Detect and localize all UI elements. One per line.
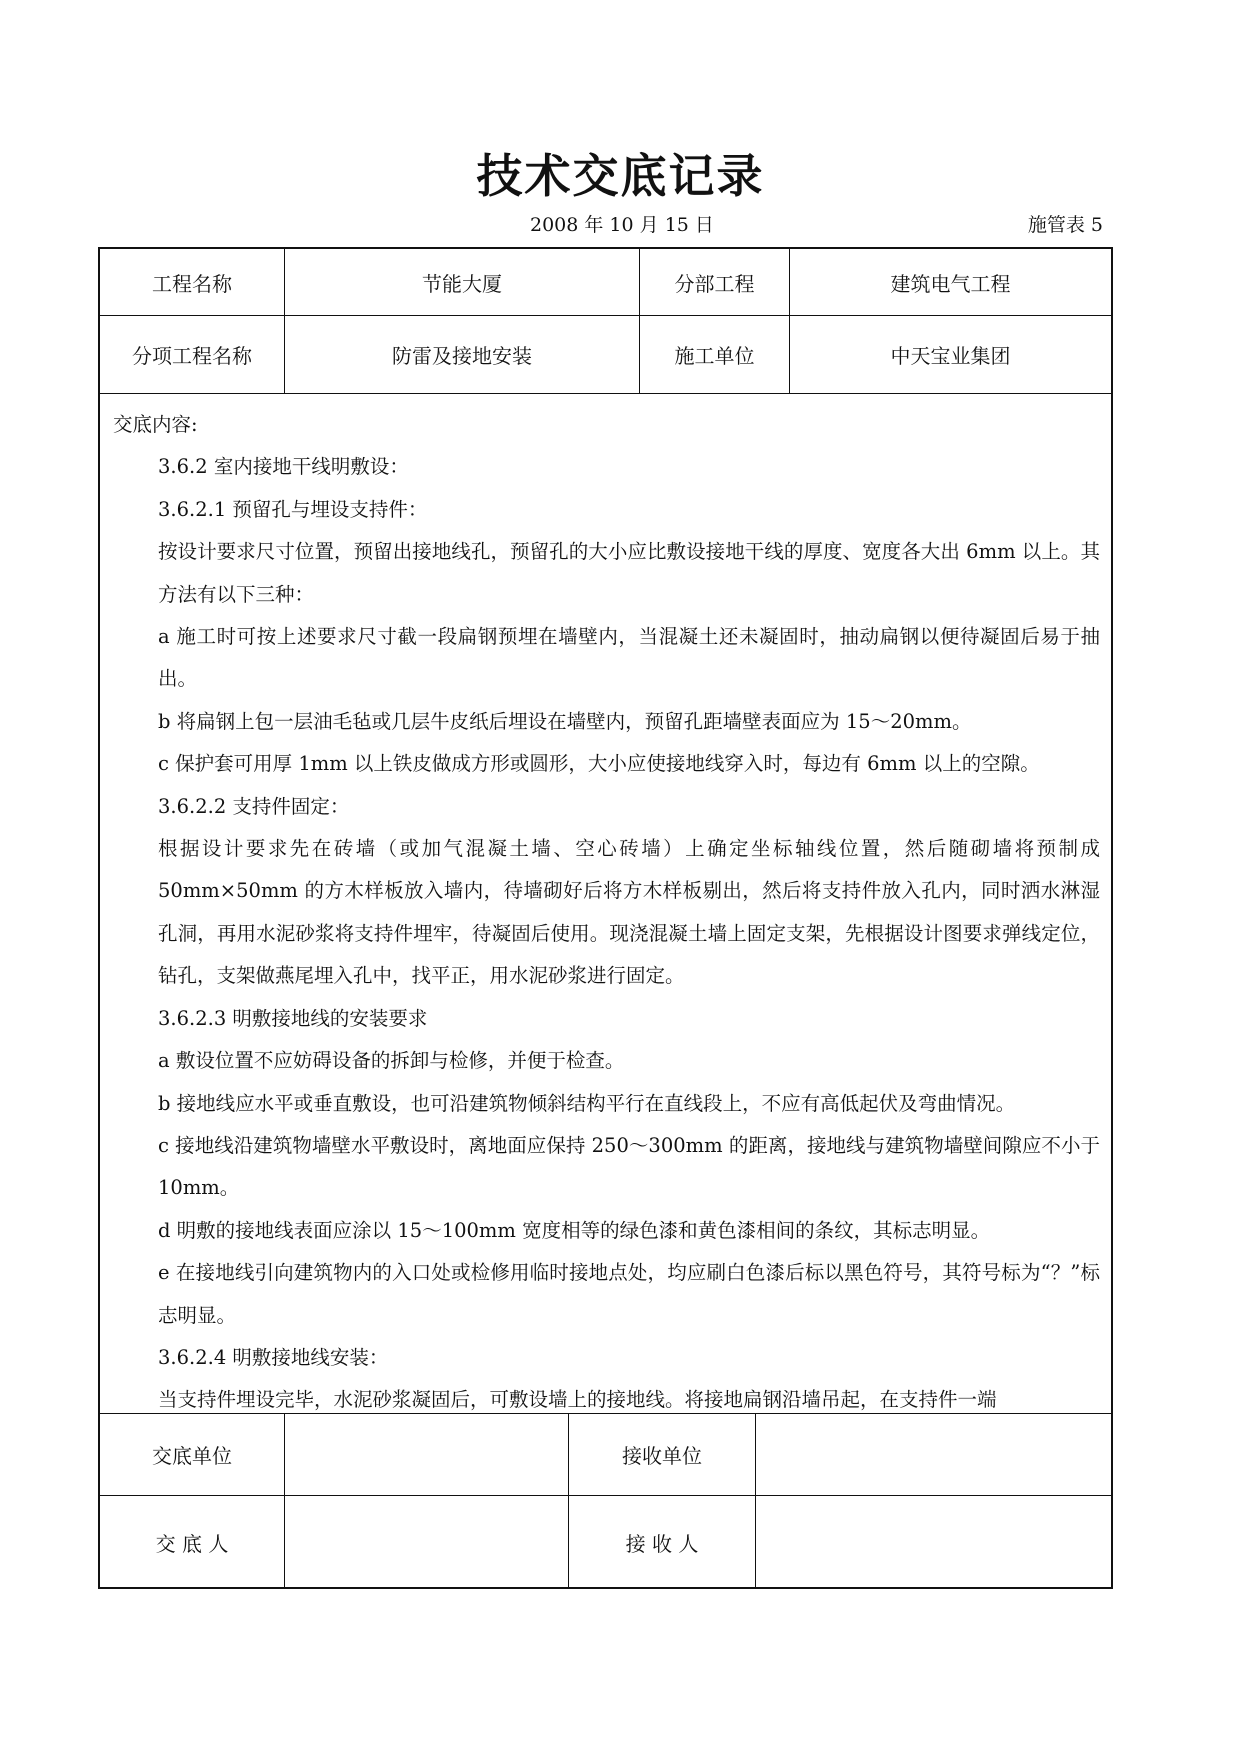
content-paragraph: e 在接地线引向建筑物内的入口处或检修用临时接地点处，均应刷白色漆后标以黑色符号，其符号标为“？”标志明显。	[158, 1261, 1100, 1327]
content-label: 交底内容:	[113, 413, 198, 436]
receiving-unit-label: 接收单位	[569, 1414, 756, 1495]
content-paragraph: b 接地线应水平或垂直敷设，也可沿建筑物倾斜结构平行在直线段上，不应有高低起伏及弯曲情况。	[158, 1091, 1016, 1115]
subitem-row	[100, 316, 1111, 394]
issuing-unit-value	[285, 1414, 569, 1495]
content-paragraph: 3.6.2.2 支持件固定：	[158, 794, 350, 818]
project-name-label: 工程名称	[100, 249, 285, 315]
content-paragraph: a 敷设位置不应妨碍设备的拆卸与检修，并便于检查。	[158, 1049, 625, 1073]
subitem-label: 分项工程名称	[100, 316, 285, 393]
record-table	[98, 247, 1113, 1589]
content-paragraph: 3.6.2.4 明敷接地线安装：	[158, 1345, 389, 1369]
project-row	[100, 249, 1111, 316]
project-name-value: 节能大厦	[285, 249, 640, 315]
person-row	[100, 1496, 1111, 1589]
issuing-unit-label: 交底单位	[100, 1414, 285, 1495]
content-paragraph: 按设计要求尺寸位置，预留出接地线孔，预留孔的大小应比敷设接地干线的厚度、宽度各大出 6mm 以上。其方法有以下三种：	[158, 540, 1100, 606]
form-number: 施管表 5	[1027, 214, 1103, 236]
receiver-value	[756, 1496, 1111, 1589]
division-value: 建筑电气工程	[890, 271, 1011, 296]
page-title: 技术交底记录	[476, 149, 765, 203]
receiving-unit-value	[756, 1414, 1111, 1495]
content-paragraph: c 保护套可用厚 1mm 以上铁皮做成方形或圆形，大小应使接地线穿入时，每边有 6mm 以上的空隙。	[158, 752, 1040, 776]
content-paragraph: 当支持件埋设完毕，水泥砂浆凝固后，可敷设墙上的接地线。将接地扁钢沿墙吊起，在支持件一端	[158, 1388, 997, 1412]
content-paragraph: b 将扁钢上包一层油毛毡或几层牛皮纸后埋设在墙壁内，预留孔距墙壁表面应为 15～20mm。	[158, 709, 972, 733]
content-paragraph: 根据设计要求先在砖墙（或加气混凝土墙、空心砖墙）上确定坐标轴线位置，然后随砌墙将预制成 50mm×50mm 的方木样板放入墙内，待墙砌好后将方木样板剔出，然后将支持件放入孔内，同时洒水淋湿孔洞，再用水泥砂浆将支持件埋牢，待凝固后使用。现浇混凝土墙上固定支架，先根据设计图要求弹线定位，钻孔，支架做燕尾埋入孔中，找平正，用水泥砂浆进行固定。	[158, 837, 1100, 988]
content-paragraph: d 明敷的接地线表面应涂以 15～100mm 宽度相等的绿色漆和黄色漆相间的条纹，其标志明显。	[158, 1218, 991, 1242]
content-paragraph: 3.6.2 室内接地干线明敷设：	[158, 455, 409, 479]
issuer-value	[285, 1496, 569, 1589]
unit-row	[100, 1414, 1111, 1496]
division-label: 分部工程	[640, 249, 790, 315]
subitem-value: 防雷及接地安装	[285, 316, 640, 393]
contractor-value: 中天宝业集团	[890, 344, 1011, 368]
content-paragraph: a 施工时可按上述要求尺寸截一段扁钢预埋在墙壁内，当混凝土还未凝固时，抽动扁钢以便待凝固后易于抽出。	[158, 625, 1100, 691]
content-paragraph: c 接地线沿建筑物墙壁水平敷设时，离地面应保持 250～300mm 的距离，接地线与建筑物墙壁间隙应不小于 10mm。	[158, 1133, 1100, 1200]
receiver-label: 接 收 人	[569, 1496, 756, 1589]
record-date: 2008 年 10 月 15 日	[530, 214, 714, 236]
content-paragraph: 3.6.2.1 预留孔与埋设支持件：	[158, 497, 428, 521]
briefing-content	[100, 394, 1111, 1414]
contractor-label: 施工单位	[640, 316, 790, 393]
issuer-label: 交 底 人	[100, 1496, 285, 1589]
content-paragraph: 3.6.2.3 明敷接地线的安装要求	[158, 1006, 428, 1030]
